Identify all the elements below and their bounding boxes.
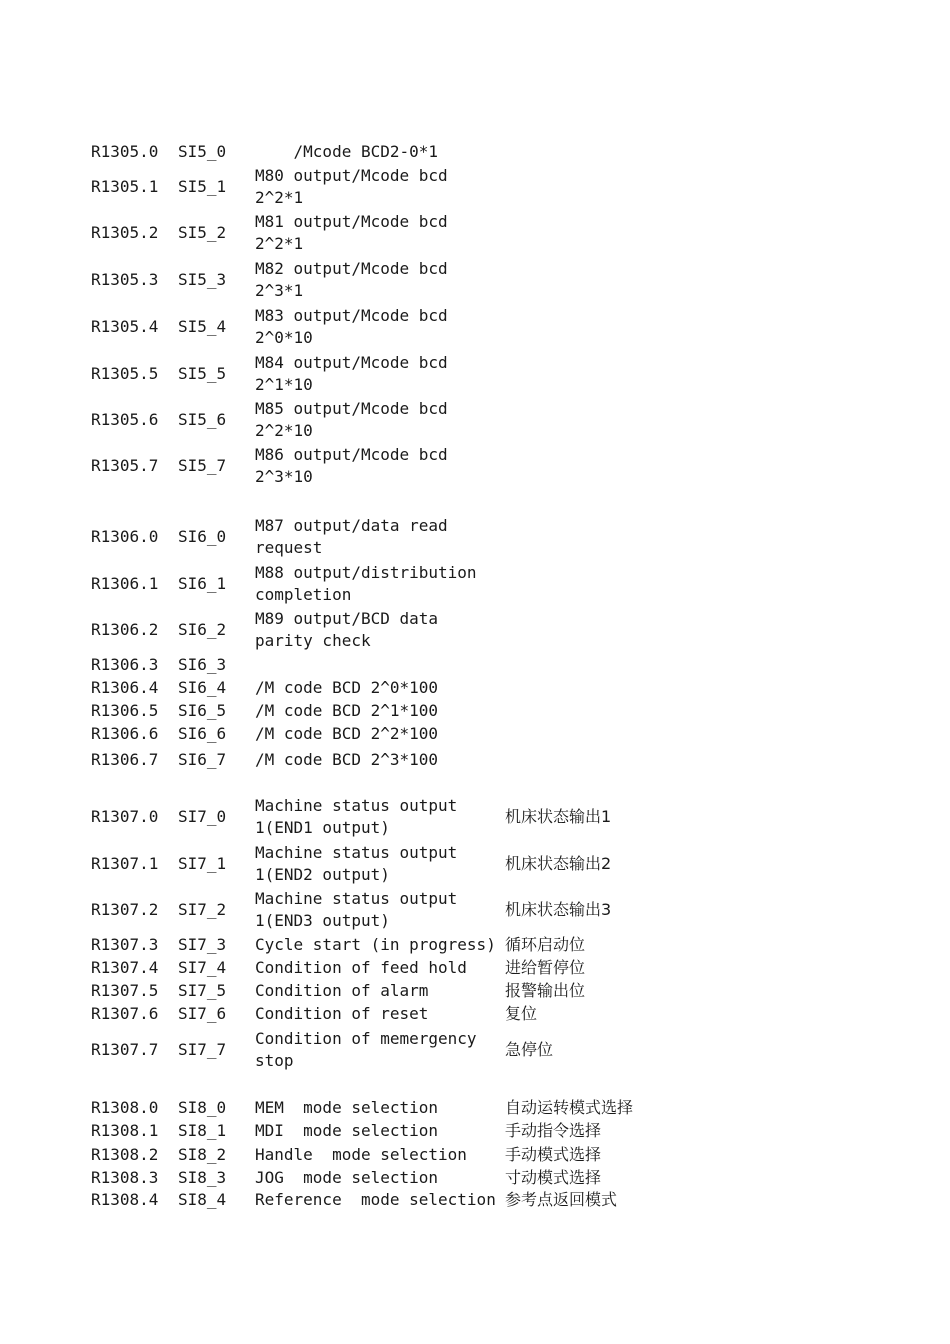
signal-description: M85 output/Mcode bcd — [255, 399, 448, 418]
signal-name: SI5_2 — [178, 223, 227, 242]
signal-description: completion — [255, 585, 352, 604]
table-row — [0, 305, 950, 349]
register-address: R1307.4 — [91, 958, 159, 977]
signal-name: SI7_5 — [178, 981, 227, 1000]
register-address: R1308.0 — [91, 1098, 159, 1117]
register-address: R1308.4 — [91, 1190, 159, 1209]
signal-description: Condition of alarm — [255, 981, 429, 1000]
signal-description: M88 output/distribution — [255, 563, 477, 582]
register-address: R1307.3 — [91, 935, 159, 954]
table-row — [0, 352, 950, 396]
signal-description: 1(END1 output) — [255, 818, 390, 837]
register-address: R1305.1 — [91, 177, 159, 196]
signal-name: SI8_3 — [178, 1168, 227, 1187]
chinese-description: 自动运转模式选择 — [505, 1098, 634, 1117]
signal-name: SI5_1 — [178, 177, 227, 196]
table-row — [0, 888, 950, 932]
signal-name: SI7_0 — [178, 807, 227, 826]
register-address: R1308.1 — [91, 1121, 159, 1140]
signal-description: 2^2*1 — [255, 188, 304, 207]
register-address: R1308.3 — [91, 1168, 159, 1187]
register-address: R1307.2 — [91, 900, 159, 919]
register-address: R1305.0 — [91, 142, 159, 161]
signal-description: M81 output/Mcode bcd — [255, 212, 448, 231]
signal-description: Machine status output — [255, 889, 458, 908]
table-row — [0, 165, 950, 209]
signal-description: MDI mode selection — [255, 1121, 439, 1140]
signal-description: /Mcode BCD2-0*1 — [255, 142, 439, 161]
register-address: R1307.5 — [91, 981, 159, 1000]
chinese-description: 手动指令选择 — [505, 1121, 602, 1140]
signal-name: SI5_7 — [178, 456, 227, 475]
signal-description: 2^1*10 — [255, 375, 313, 394]
signal-name: SI5_4 — [178, 317, 227, 336]
chinese-description: 报警输出位 — [505, 981, 586, 1000]
signal-name: SI7_1 — [178, 854, 227, 873]
table-row — [0, 700, 950, 722]
signal-name: SI5_3 — [178, 270, 227, 289]
signal-name: SI6_2 — [178, 620, 227, 639]
register-address: R1307.6 — [91, 1004, 159, 1023]
chinese-description: 复位 — [505, 1004, 538, 1023]
register-address: R1306.0 — [91, 527, 159, 546]
signal-description: 2^3*1 — [255, 281, 304, 300]
table-row — [0, 654, 950, 676]
table-row — [0, 980, 950, 1002]
signal-name: SI6_3 — [178, 655, 227, 674]
signal-description: M83 output/Mcode bcd — [255, 306, 448, 325]
register-address: R1305.6 — [91, 410, 159, 429]
table-row — [0, 1120, 950, 1142]
signal-name: SI6_0 — [178, 527, 227, 546]
signal-description: stop — [255, 1051, 294, 1070]
table-row — [0, 1189, 950, 1211]
chinese-description: 急停位 — [505, 1040, 554, 1059]
table-row — [0, 562, 950, 606]
register-address: R1306.1 — [91, 574, 159, 593]
register-address: R1305.7 — [91, 456, 159, 475]
signal-name: SI6_1 — [178, 574, 227, 593]
table-row — [0, 1097, 950, 1119]
table-row — [0, 1144, 950, 1166]
table-row — [0, 398, 950, 442]
signal-name: SI7_7 — [178, 1040, 227, 1059]
chinese-description: 机床状态输出3 — [505, 900, 612, 919]
chinese-description: 手动模式选择 — [505, 1145, 602, 1164]
signal-description: Reference mode selection — [255, 1190, 496, 1209]
register-address: R1306.4 — [91, 678, 159, 697]
signal-description: Handle mode selection — [255, 1145, 467, 1164]
signal-description: 1(END2 output) — [255, 865, 390, 884]
signal-name: SI7_4 — [178, 958, 227, 977]
register-address: R1305.2 — [91, 223, 159, 242]
register-address: R1305.4 — [91, 317, 159, 336]
signal-description: 1(END3 output) — [255, 911, 390, 930]
table-row — [0, 608, 950, 652]
signal-name: SI8_4 — [178, 1190, 227, 1209]
table-row — [0, 677, 950, 699]
signal-description: JOG mode selection — [255, 1168, 439, 1187]
table-row — [0, 211, 950, 255]
signal-name: SI6_6 — [178, 724, 227, 743]
signal-name: SI5_0 — [178, 142, 227, 161]
chinese-description: 参考点返回模式 — [505, 1190, 618, 1209]
register-address: R1306.5 — [91, 701, 159, 720]
table-row — [0, 934, 950, 956]
table-row — [0, 515, 950, 559]
signal-description: /M code BCD 2^3*100 — [255, 750, 439, 769]
signal-name: SI6_5 — [178, 701, 227, 720]
signal-description: Machine status output — [255, 843, 458, 862]
register-address: R1305.5 — [91, 364, 159, 383]
register-address: R1306.3 — [91, 655, 159, 674]
signal-description: M84 output/Mcode bcd — [255, 353, 448, 372]
signal-name: SI5_5 — [178, 364, 227, 383]
signal-description: parity check — [255, 631, 371, 650]
table-row — [0, 749, 950, 771]
signal-description: Machine status output — [255, 796, 458, 815]
chinese-description: 机床状态输出1 — [505, 807, 612, 826]
signal-description: Condition of feed hold — [255, 958, 467, 977]
table-row — [0, 1028, 950, 1072]
signal-name: SI5_6 — [178, 410, 227, 429]
register-address: R1306.6 — [91, 724, 159, 743]
table-row — [0, 1167, 950, 1189]
signal-description: request — [255, 538, 323, 557]
signal-name: SI7_6 — [178, 1004, 227, 1023]
register-address: R1308.2 — [91, 1145, 159, 1164]
table-row — [0, 795, 950, 839]
chinese-description: 循环启动位 — [505, 935, 586, 954]
table-row — [0, 444, 950, 488]
signal-description: /M code BCD 2^1*100 — [255, 701, 439, 720]
chinese-description: 机床状态输出2 — [505, 854, 612, 873]
signal-name: SI8_1 — [178, 1121, 227, 1140]
table-row — [0, 842, 950, 886]
signal-name: SI7_3 — [178, 935, 227, 954]
signal-description: Cycle start (in progress) — [255, 935, 496, 954]
signal-description: 2^2*10 — [255, 421, 313, 440]
register-address: R1307.1 — [91, 854, 159, 873]
chinese-description: 进给暂停位 — [505, 958, 586, 977]
signal-description: /M code BCD 2^0*100 — [255, 678, 439, 697]
signal-description: MEM mode selection — [255, 1098, 439, 1117]
signal-description: 2^3*10 — [255, 467, 313, 486]
signal-name: SI8_0 — [178, 1098, 227, 1117]
table-row — [0, 258, 950, 302]
signal-description: M87 output/data read — [255, 516, 448, 535]
register-address: R1306.7 — [91, 750, 159, 769]
register-address: R1307.7 — [91, 1040, 159, 1059]
signal-description: Condition of reset — [255, 1004, 429, 1023]
signal-description: 2^2*1 — [255, 234, 304, 253]
signal-description: M82 output/Mcode bcd — [255, 259, 448, 278]
register-address: R1306.2 — [91, 620, 159, 639]
register-address: R1307.0 — [91, 807, 159, 826]
signal-description: Condition of memergency — [255, 1029, 477, 1048]
signal-description: /M code BCD 2^2*100 — [255, 724, 439, 743]
signal-name: SI7_2 — [178, 900, 227, 919]
table-row — [0, 1003, 950, 1025]
signal-description: M80 output/Mcode bcd — [255, 166, 448, 185]
table-row — [0, 957, 950, 979]
table-row — [0, 141, 950, 163]
register-address: R1305.3 — [91, 270, 159, 289]
chinese-description: 寸动模式选择 — [505, 1168, 602, 1187]
signal-name: SI8_2 — [178, 1145, 227, 1164]
signal-name: SI6_4 — [178, 678, 227, 697]
signal-description: M86 output/Mcode bcd — [255, 445, 448, 464]
table-row — [0, 723, 950, 745]
signal-description: 2^0*10 — [255, 328, 313, 347]
signal-name: SI6_7 — [178, 750, 227, 769]
signal-description: M89 output/BCD data — [255, 609, 439, 628]
